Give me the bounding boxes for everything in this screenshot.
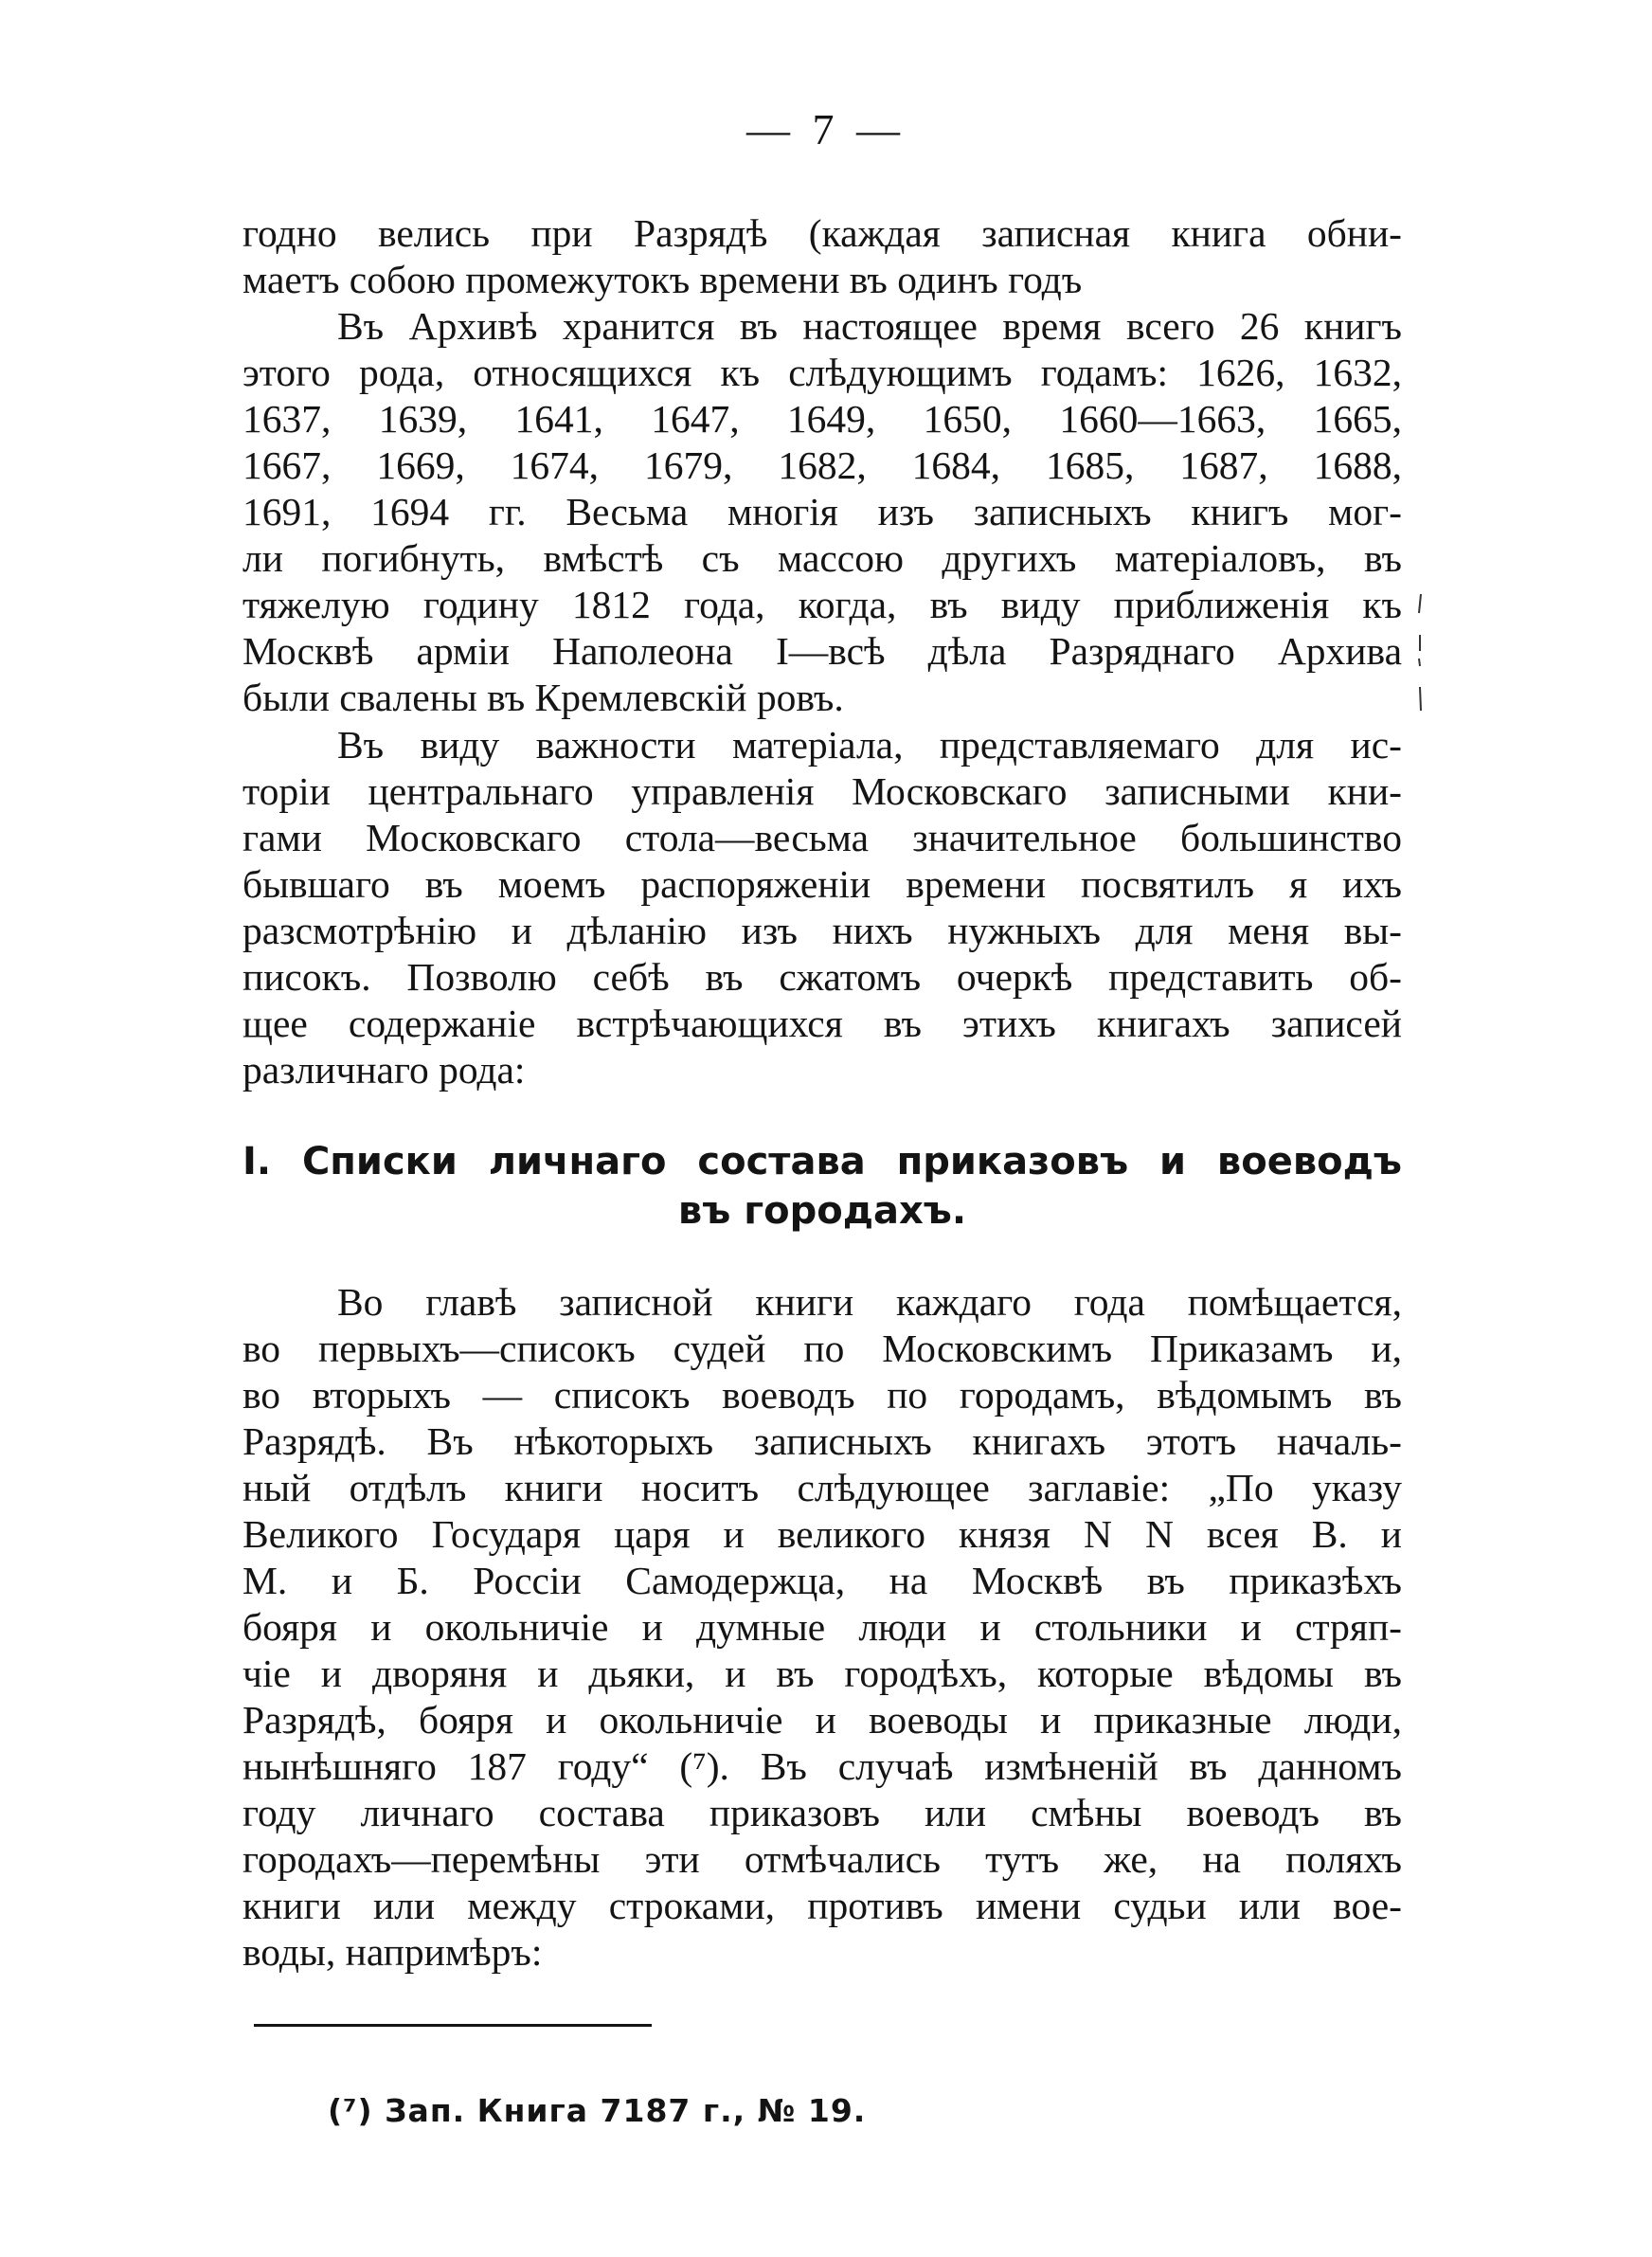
text-line: различнаго рода: — [242, 1048, 526, 1092]
text-line: годно велись при Разрядѣ (каждая записная книга обни- — [242, 211, 1402, 255]
paragraph-2 — [242, 303, 1402, 721]
text-line: книги или между строками, противъ имени судьи или вое- — [242, 1884, 1402, 1927]
paragraph-3 — [242, 722, 1402, 1093]
footnote-divider — [254, 2024, 652, 2027]
paragraph-4 — [242, 1279, 1402, 1976]
text-line: Великого Государя царя и великого князя N N всея В. и — [242, 1512, 1402, 1556]
text-line: Во главѣ записной книги каждаго года помѣщается, — [337, 1280, 1402, 1324]
footnote: (⁷) Зап. Книга 7187 г., № 19. — [328, 2092, 867, 2129]
page-number: — 7 — — [746, 105, 906, 153]
text-line: 1691, 1694 гг. Весьма многія изъ записныхъ книгъ мог- — [242, 490, 1402, 533]
text-line: были свалены въ Кремлевскій ровъ. — [242, 676, 844, 719]
text-line: ный отдѣлъ книги носитъ слѣдующее заглавіе: „По указу — [242, 1466, 1402, 1509]
section-heading-line-2: въ городахъ. — [677, 1189, 967, 1233]
section-heading-line-1: I. Списки личнаго состава приказовъ и воеводъ — [242, 1140, 1402, 1183]
text-line: гами Московскаго стола—весьма значительное большинство — [242, 816, 1402, 859]
paragraph-1 — [242, 210, 1402, 303]
text-line: этого рода, относящихся къ слѣдующимъ годамъ: 1626, 1632, — [242, 351, 1402, 394]
text-line: во вторыхъ — списокъ воеводъ по городамъ, вѣдомымъ въ — [242, 1373, 1402, 1417]
text-line: разсмотрѣнію и дѣланію изъ нихъ нужныхъ для меня вы- — [242, 909, 1402, 952]
text-line: во первыхъ—списокъ судей по Московскимъ Приказамъ и, — [242, 1327, 1402, 1370]
text-line: городахъ—перемѣны эти отмѣчались тутъ же, на поляхъ — [242, 1837, 1402, 1881]
text-line: торіи центральнаго управленія Московскаго записными кни- — [242, 769, 1402, 813]
section-heading — [242, 1137, 1402, 1236]
text-line: бывшаго въ моемъ распоряженіи времени посвятилъ я ихъ — [242, 862, 1402, 906]
text-line: Москвѣ арміи Наполеона I—всѣ дѣла Разряднаго Архива — [242, 629, 1402, 673]
text-line: Разрядѣ, бояря и окольничіе и воеводы и приказные люди, — [242, 1698, 1402, 1742]
text-line: году личнаго состава приказовъ или смѣны воеводъ въ — [242, 1791, 1402, 1834]
text-line: нынѣшняго 187 году“ (⁷). Въ случаѣ измѣненій въ данномъ — [242, 1744, 1402, 1788]
text-line: Разрядѣ. Въ нѣкоторыхъ записныхъ книгахъ этотъ началь- — [242, 1419, 1402, 1463]
text-line: щее содержаніе встрѣчающихся въ этихъ книгахъ записей — [242, 1002, 1402, 1045]
margin-pencil-mark-icon — [1411, 592, 1430, 715]
text-line: Въ виду важности матеріала, представляемаго для ис- — [337, 723, 1402, 767]
text-line: Въ Архивѣ хранится въ настоящее время всего 26 книгъ — [337, 304, 1402, 348]
text-line: чіе и дворяня и дьяки, и въ городѣхъ, которые вѣдомы въ — [242, 1652, 1402, 1695]
text-line: маетъ собою промежутокъ времени въ одинъ годъ — [242, 258, 1083, 301]
text-line: 1667, 1669, 1674, 1679, 1682, 1684, 1685, 1687, 1688, — [242, 443, 1402, 487]
text-line: писокъ. Позволю себѣ въ сжатомъ очеркѣ представить об- — [242, 955, 1402, 999]
margin-mark — [1411, 592, 1430, 721]
text-line: воды, напримѣръ: — [242, 1930, 543, 1974]
text-line: бояря и окольничіе и думные люди и стольники и стряп- — [242, 1605, 1402, 1649]
text-line: ли погибнуть, вмѣстѣ съ массою другихъ матеріаловъ, въ — [242, 536, 1402, 580]
text-line: 1637, 1639, 1641, 1647, 1649, 1650, 1660—1663, 1665, — [242, 397, 1402, 441]
text-line: М. и Б. Россіи Самодержца, на Москвѣ въ приказѣхъ — [242, 1559, 1402, 1602]
text-line: тяжелую годину 1812 года, когда, въ виду приближенія къ — [242, 583, 1402, 626]
